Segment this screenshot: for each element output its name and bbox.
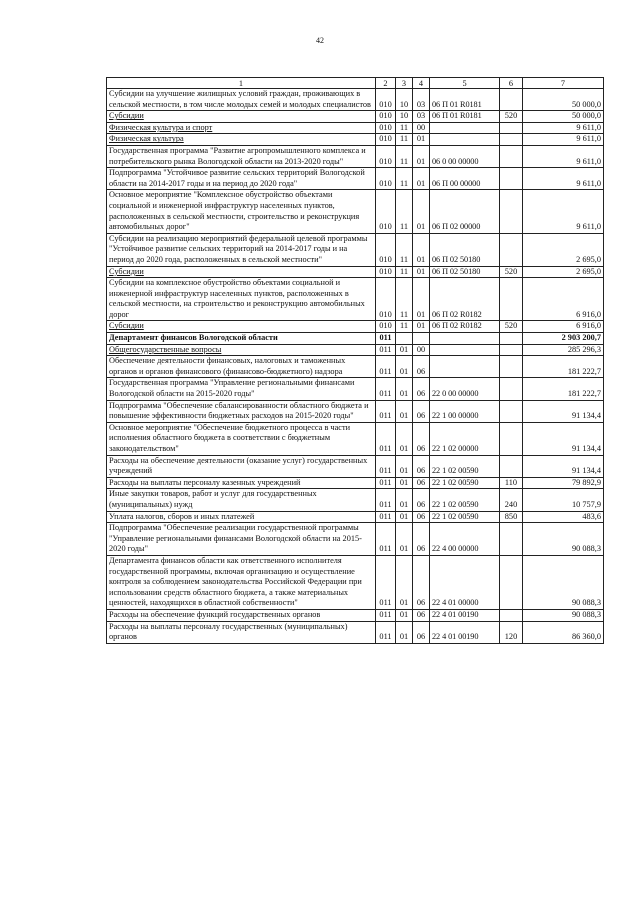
table-body bbox=[107, 78, 604, 644]
row-amount: 10 757,9 bbox=[523, 489, 604, 511]
header-cell: 4 bbox=[413, 78, 430, 89]
table-row bbox=[107, 555, 604, 609]
row-name: Государственная программа "Развитие агропромышленного комплекса и потребительского рынка Вологодской области на 2013-2020 годы" bbox=[107, 145, 376, 167]
row-amount: 9 611,0 bbox=[523, 145, 604, 167]
row-section: 01 bbox=[396, 609, 413, 621]
row-target-article: 22 4 01 00000 bbox=[430, 555, 500, 609]
table-row bbox=[107, 378, 604, 400]
row-name: Субсидии bbox=[107, 321, 376, 333]
row-expense-type bbox=[500, 378, 523, 400]
table-row bbox=[107, 489, 604, 511]
row-subsection bbox=[413, 333, 430, 345]
row-admin-code: 010 bbox=[376, 233, 396, 266]
row-admin-code: 010 bbox=[376, 111, 396, 123]
table-row bbox=[107, 122, 604, 134]
row-subsection: 06 bbox=[413, 422, 430, 455]
header-cell: 1 bbox=[107, 78, 376, 89]
table-row bbox=[107, 145, 604, 167]
row-name: Обеспечение деятельности финансовых, налоговых и таможенных органов и органов финансового (финансово-бюджетного) надзора bbox=[107, 356, 376, 378]
table-row bbox=[107, 511, 604, 523]
row-amount: 50 000,0 bbox=[523, 89, 604, 111]
row-amount: 9 611,0 bbox=[523, 122, 604, 134]
table-row bbox=[107, 134, 604, 146]
table-row bbox=[107, 621, 604, 643]
row-expense-type: 520 bbox=[500, 111, 523, 123]
row-section: 10 bbox=[396, 111, 413, 123]
row-expense-type bbox=[500, 400, 523, 422]
row-subsection: 06 bbox=[413, 378, 430, 400]
row-name: Основное мероприятие "Комплексное обустройство объектами социальной и инженерной инфраструктур населенных пунктов, расположенных в сельской местности, строительство и реконструкция автомобильных дорог" bbox=[107, 190, 376, 233]
row-subsection: 06 bbox=[413, 455, 430, 477]
row-amount: 79 892,9 bbox=[523, 477, 604, 489]
budget-table bbox=[106, 77, 604, 644]
row-amount: 2 695,0 bbox=[523, 266, 604, 278]
row-section: 11 bbox=[396, 266, 413, 278]
row-target-article: 22 4 01 00190 bbox=[430, 621, 500, 643]
row-name: Субсидии bbox=[107, 266, 376, 278]
row-section: 01 bbox=[396, 477, 413, 489]
table-row bbox=[107, 400, 604, 422]
row-admin-code: 010 bbox=[376, 266, 396, 278]
row-amount: 91 134,4 bbox=[523, 400, 604, 422]
table-row bbox=[107, 455, 604, 477]
row-expense-type bbox=[500, 333, 523, 345]
row-amount: 483,6 bbox=[523, 511, 604, 523]
row-expense-type bbox=[500, 422, 523, 455]
table-row bbox=[107, 523, 604, 556]
row-name: Субсидии bbox=[107, 111, 376, 123]
row-subsection: 03 bbox=[413, 89, 430, 111]
row-admin-code: 010 bbox=[376, 278, 396, 321]
row-target-article: 06 П 02 00000 bbox=[430, 190, 500, 233]
row-amount: 285 296,3 bbox=[523, 344, 604, 356]
row-target-article bbox=[430, 356, 500, 378]
row-target-article: 22 1 02 00000 bbox=[430, 422, 500, 455]
header-cell: 2 bbox=[376, 78, 396, 89]
row-amount: 9 611,0 bbox=[523, 168, 604, 190]
row-expense-type bbox=[500, 122, 523, 134]
row-admin-code: 011 bbox=[376, 455, 396, 477]
row-target-article: 06 П 00 00000 bbox=[430, 168, 500, 190]
row-name: Департамента финансов области как ответственного исполнителя государственной программы, включая организацию и осуществление контроля за соблюдением законодательства Российской Федерации при использовании средств областного бюджета, а также материальных ценностей, находящихся в областной собственности" bbox=[107, 555, 376, 609]
table-row bbox=[107, 321, 604, 333]
row-expense-type bbox=[500, 555, 523, 609]
row-section: 11 bbox=[396, 190, 413, 233]
row-amount: 50 000,0 bbox=[523, 111, 604, 123]
row-amount: 91 134,4 bbox=[523, 422, 604, 455]
table-row bbox=[107, 233, 604, 266]
row-subsection: 01 bbox=[413, 134, 430, 146]
row-section: 01 bbox=[396, 378, 413, 400]
header-cell: 3 bbox=[396, 78, 413, 89]
row-subsection: 06 bbox=[413, 400, 430, 422]
row-admin-code: 011 bbox=[376, 422, 396, 455]
row-subsection: 01 bbox=[413, 321, 430, 333]
row-target-article: 06 П 02 R0182 bbox=[430, 278, 500, 321]
row-name: Расходы на выплаты персоналу казенных учреждений bbox=[107, 477, 376, 489]
row-section: 11 bbox=[396, 122, 413, 134]
row-section: 01 bbox=[396, 511, 413, 523]
row-target-article: 22 4 00 00000 bbox=[430, 523, 500, 556]
row-name: Расходы на обеспечение деятельности (оказание услуг) государственных учреждений bbox=[107, 455, 376, 477]
row-subsection: 01 bbox=[413, 168, 430, 190]
row-expense-type bbox=[500, 455, 523, 477]
row-name: Подпрограмма "Обеспечение реализации государственной программы "Управление региональными финансами Вологодской области на 2015-2020 годы" bbox=[107, 523, 376, 556]
page-number: 42 bbox=[316, 36, 324, 45]
row-target-article: 06 0 00 00000 bbox=[430, 145, 500, 167]
row-expense-type bbox=[500, 356, 523, 378]
row-subsection: 06 bbox=[413, 477, 430, 489]
row-admin-code: 010 bbox=[376, 122, 396, 134]
row-name: Физическая культура bbox=[107, 134, 376, 146]
row-name: Субсидии на комплексное обустройство объектами социальной и инженерной инфраструктур населенных пунктов, расположенных в сельской местности, на строительство и реконструкцию автомобильных дорог bbox=[107, 278, 376, 321]
row-section: 11 bbox=[396, 134, 413, 146]
row-section: 01 bbox=[396, 621, 413, 643]
row-expense-type: 110 bbox=[500, 477, 523, 489]
row-section: 01 bbox=[396, 400, 413, 422]
row-admin-code: 010 bbox=[376, 134, 396, 146]
row-amount: 86 360,0 bbox=[523, 621, 604, 643]
row-subsection: 01 bbox=[413, 233, 430, 266]
row-admin-code: 011 bbox=[376, 555, 396, 609]
row-expense-type bbox=[500, 523, 523, 556]
row-name: Физическая культура и спорт bbox=[107, 122, 376, 134]
table-row bbox=[107, 190, 604, 233]
row-target-article: 06 П 01 R0181 bbox=[430, 111, 500, 123]
row-amount: 90 088,3 bbox=[523, 555, 604, 609]
row-expense-type: 520 bbox=[500, 321, 523, 333]
row-subsection: 01 bbox=[413, 278, 430, 321]
row-target-article: 06 П 02 50180 bbox=[430, 266, 500, 278]
row-amount: 91 134,4 bbox=[523, 455, 604, 477]
row-subsection: 06 bbox=[413, 609, 430, 621]
row-admin-code: 011 bbox=[376, 511, 396, 523]
row-subsection: 01 bbox=[413, 145, 430, 167]
table-row bbox=[107, 111, 604, 123]
row-expense-type bbox=[500, 168, 523, 190]
row-target-article: 22 0 00 00000 bbox=[430, 378, 500, 400]
row-name: Общегосударственные вопросы bbox=[107, 344, 376, 356]
row-admin-code: 011 bbox=[376, 400, 396, 422]
table-row bbox=[107, 344, 604, 356]
row-target-article bbox=[430, 333, 500, 345]
row-admin-code: 011 bbox=[376, 378, 396, 400]
row-expense-type bbox=[500, 145, 523, 167]
row-target-article: 06 П 02 R0182 bbox=[430, 321, 500, 333]
table-row bbox=[107, 609, 604, 621]
row-name: Субсидии на реализацию мероприятий федеральной целевой программы "Устойчивое развитие сельских территорий на 2014-2017 годы и на период до 2020 года, расположенных в сельской местности" bbox=[107, 233, 376, 266]
row-expense-type bbox=[500, 278, 523, 321]
table-row bbox=[107, 356, 604, 378]
row-amount: 2 695,0 bbox=[523, 233, 604, 266]
row-admin-code: 011 bbox=[376, 621, 396, 643]
row-admin-code: 011 bbox=[376, 523, 396, 556]
row-target-article: 06 П 01 R0181 bbox=[430, 89, 500, 111]
row-amount: 181 222,7 bbox=[523, 378, 604, 400]
row-name: Расходы на обеспечение функций государственных органов bbox=[107, 609, 376, 621]
row-subsection: 06 bbox=[413, 511, 430, 523]
row-expense-type: 520 bbox=[500, 266, 523, 278]
row-amount: 90 088,3 bbox=[523, 609, 604, 621]
row-section bbox=[396, 333, 413, 345]
row-subsection: 01 bbox=[413, 266, 430, 278]
row-amount: 6 916,0 bbox=[523, 278, 604, 321]
table-row bbox=[107, 422, 604, 455]
table-row bbox=[107, 333, 604, 345]
row-admin-code: 011 bbox=[376, 609, 396, 621]
row-amount: 9 611,0 bbox=[523, 190, 604, 233]
row-section: 11 bbox=[396, 278, 413, 321]
row-expense-type bbox=[500, 89, 523, 111]
row-target-article bbox=[430, 122, 500, 134]
row-subsection: 03 bbox=[413, 111, 430, 123]
row-expense-type bbox=[500, 190, 523, 233]
row-amount: 90 088,3 bbox=[523, 523, 604, 556]
row-section: 10 bbox=[396, 89, 413, 111]
row-target-article: 22 1 00 00000 bbox=[430, 400, 500, 422]
row-name: Департамент финансов Вологодской области bbox=[107, 333, 376, 345]
row-admin-code: 011 bbox=[376, 356, 396, 378]
row-subsection: 00 bbox=[413, 344, 430, 356]
row-expense-type bbox=[500, 134, 523, 146]
row-section: 11 bbox=[396, 233, 413, 266]
row-admin-code: 010 bbox=[376, 190, 396, 233]
row-section: 01 bbox=[396, 523, 413, 556]
row-subsection: 06 bbox=[413, 621, 430, 643]
row-section: 01 bbox=[396, 555, 413, 609]
row-name: Субсидии на улучшение жилищных условий граждан, проживающих в сельской местности, в том числе молодых семей и молодых специалистов bbox=[107, 89, 376, 111]
row-name: Подпрограмма "Устойчивое развитие сельских территорий Вологодской области на 2014-2017 годы и на период до 2020 года" bbox=[107, 168, 376, 190]
row-subsection: 01 bbox=[413, 190, 430, 233]
row-amount: 6 916,0 bbox=[523, 321, 604, 333]
header-cell: 7 bbox=[523, 78, 604, 89]
header-cell: 6 bbox=[500, 78, 523, 89]
row-section: 01 bbox=[396, 489, 413, 511]
row-target-article: 22 1 02 00590 bbox=[430, 455, 500, 477]
row-section: 01 bbox=[396, 422, 413, 455]
row-name: Уплата налогов, сборов и иных платежей bbox=[107, 511, 376, 523]
row-admin-code: 010 bbox=[376, 321, 396, 333]
row-admin-code: 010 bbox=[376, 89, 396, 111]
row-name: Подпрограмма "Обеспечение сбалансированности областного бюджета и повышение эффективности бюджетных расходов на 2015-2020 годы" bbox=[107, 400, 376, 422]
row-name: Расходы на выплаты персоналу государственных (муниципальных) органов bbox=[107, 621, 376, 643]
row-expense-type: 240 bbox=[500, 489, 523, 511]
row-section: 01 bbox=[396, 344, 413, 356]
row-admin-code: 011 bbox=[376, 333, 396, 345]
row-expense-type: 120 bbox=[500, 621, 523, 643]
row-target-article: 22 4 01 00190 bbox=[430, 609, 500, 621]
row-expense-type bbox=[500, 609, 523, 621]
row-section: 01 bbox=[396, 356, 413, 378]
table-row bbox=[107, 168, 604, 190]
row-name: Основное мероприятие "Обеспечение бюджетного процесса в части исполнения областного бюджета в соответствии с бюджетным законодательством" bbox=[107, 422, 376, 455]
row-section: 11 bbox=[396, 321, 413, 333]
row-target-article: 06 П 02 50180 bbox=[430, 233, 500, 266]
row-target-article: 22 1 02 00590 bbox=[430, 489, 500, 511]
row-subsection: 06 bbox=[413, 523, 430, 556]
row-expense-type: 850 bbox=[500, 511, 523, 523]
row-expense-type bbox=[500, 344, 523, 356]
row-amount: 9 611,0 bbox=[523, 134, 604, 146]
row-subsection: 00 bbox=[413, 122, 430, 134]
row-section: 11 bbox=[396, 168, 413, 190]
row-target-article bbox=[430, 344, 500, 356]
table-header-row bbox=[107, 78, 604, 89]
row-amount: 181 222,7 bbox=[523, 356, 604, 378]
row-name: Государственная программа "Управление региональными финансами Вологодской области на 2015-2020 годы" bbox=[107, 378, 376, 400]
header-cell: 5 bbox=[430, 78, 500, 89]
row-admin-code: 011 bbox=[376, 489, 396, 511]
row-target-article: 22 1 02 00590 bbox=[430, 477, 500, 489]
table-row bbox=[107, 89, 604, 111]
row-expense-type bbox=[500, 233, 523, 266]
table-row bbox=[107, 477, 604, 489]
row-admin-code: 011 bbox=[376, 477, 396, 489]
row-admin-code: 011 bbox=[376, 344, 396, 356]
row-admin-code: 010 bbox=[376, 145, 396, 167]
table-row bbox=[107, 278, 604, 321]
row-subsection: 06 bbox=[413, 555, 430, 609]
row-subsection: 06 bbox=[413, 356, 430, 378]
row-section: 01 bbox=[396, 455, 413, 477]
row-amount: 2 903 200,7 bbox=[523, 333, 604, 345]
row-section: 11 bbox=[396, 145, 413, 167]
table-row bbox=[107, 266, 604, 278]
row-name: Иные закупки товаров, работ и услуг для государственных (муниципальных) нужд bbox=[107, 489, 376, 511]
row-target-article: 22 1 02 00590 bbox=[430, 511, 500, 523]
row-target-article bbox=[430, 134, 500, 146]
row-admin-code: 010 bbox=[376, 168, 396, 190]
row-subsection: 06 bbox=[413, 489, 430, 511]
